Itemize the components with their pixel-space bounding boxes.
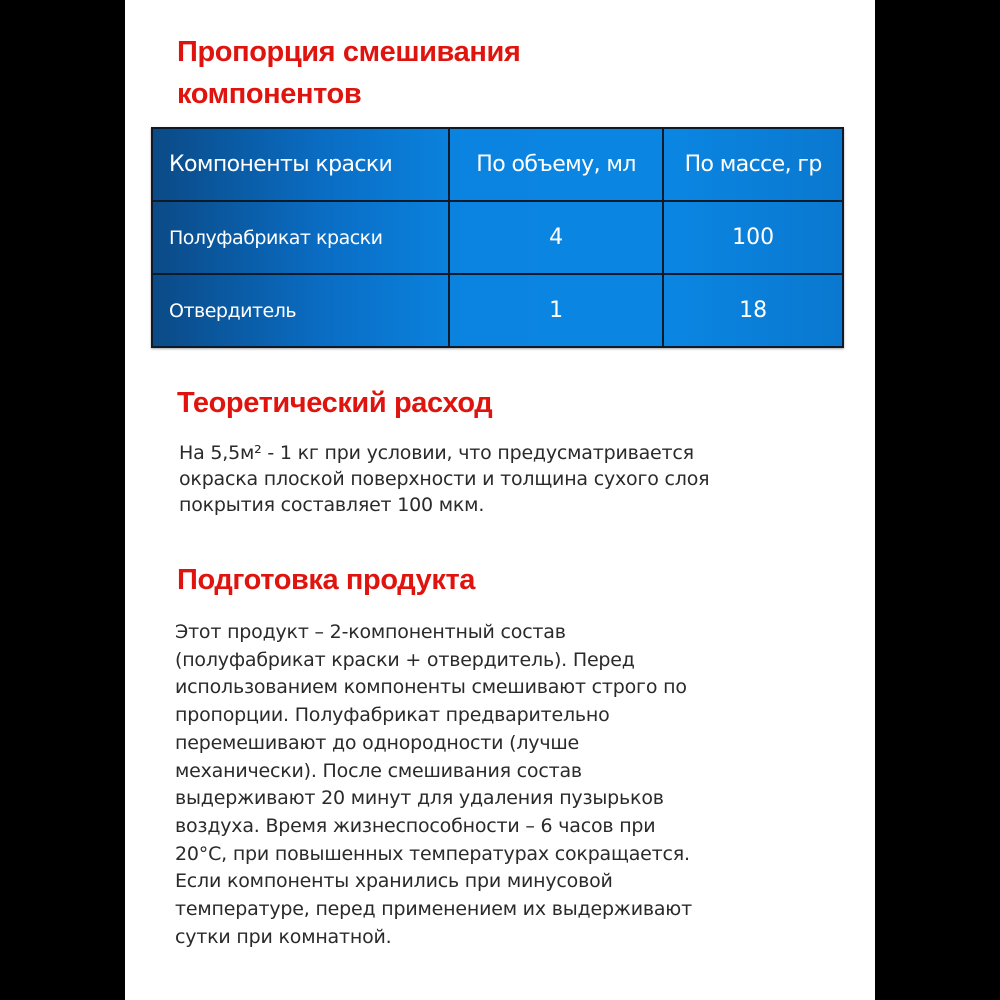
mixing-proportion-table <box>151 127 844 348</box>
preparation-paragraph <box>175 619 692 951</box>
cell-component-name: Отвердитель <box>152 274 449 347</box>
header-by-mass: По массе, гр <box>663 128 843 201</box>
text-line: механически). После смешивания состав <box>175 759 582 782</box>
consumption-paragraph <box>179 440 709 518</box>
table-header-row <box>152 128 843 201</box>
text-line: температуре, перед применением их выдерживают <box>175 898 692 921</box>
product-preparation-heading: Подготовка продукта <box>177 564 476 596</box>
cell-mass: 18 <box>663 274 843 347</box>
mixing-proportion-heading <box>177 31 777 115</box>
heading-line: Пропорция смешивания <box>177 36 521 68</box>
text-line: На 5,5м² - 1 кг при условии, что предусматривается <box>179 442 694 464</box>
text-line: сутки при комнатной. <box>175 925 392 948</box>
cell-volume: 4 <box>449 201 664 274</box>
cell-volume: 1 <box>449 274 664 347</box>
text-line: Если компоненты хранились при минусовой <box>175 870 613 893</box>
heading-line: компонентов <box>177 78 362 110</box>
header-components: Компоненты краски <box>152 128 449 201</box>
table-row <box>152 274 843 347</box>
text-line: (полуфабрикат краски + отвердитель). Перед <box>175 648 635 671</box>
text-line: Этот продукт – 2-компонентный состав <box>175 621 566 643</box>
text-line: выдерживают 20 минут для удаления пузырьков <box>175 787 664 810</box>
text-line: покрытия составляет 100 мкм. <box>179 494 485 516</box>
product-info-page <box>125 0 875 1000</box>
table-row <box>152 201 843 274</box>
text-line: использованием компоненты смешивают строго по <box>175 676 687 699</box>
text-line: пропорции. Полуфабрикат предварительно <box>175 704 610 727</box>
text-line: окраска плоской поверхности и толщина сухого слоя <box>179 468 710 490</box>
text-line: 20°С, при повышенных температурах сокращается. <box>175 842 690 865</box>
cell-component-name: Полуфабрикат краски <box>152 201 449 274</box>
text-line: перемешивают до однородности (лучше <box>175 731 580 754</box>
header-by-volume: По объему, мл <box>449 128 664 201</box>
cell-mass: 100 <box>663 201 843 274</box>
theoretical-consumption-heading: Теоретический расход <box>177 387 493 419</box>
text-line: воздуха. Время жизнеспособности – 6 часов при <box>175 814 656 837</box>
